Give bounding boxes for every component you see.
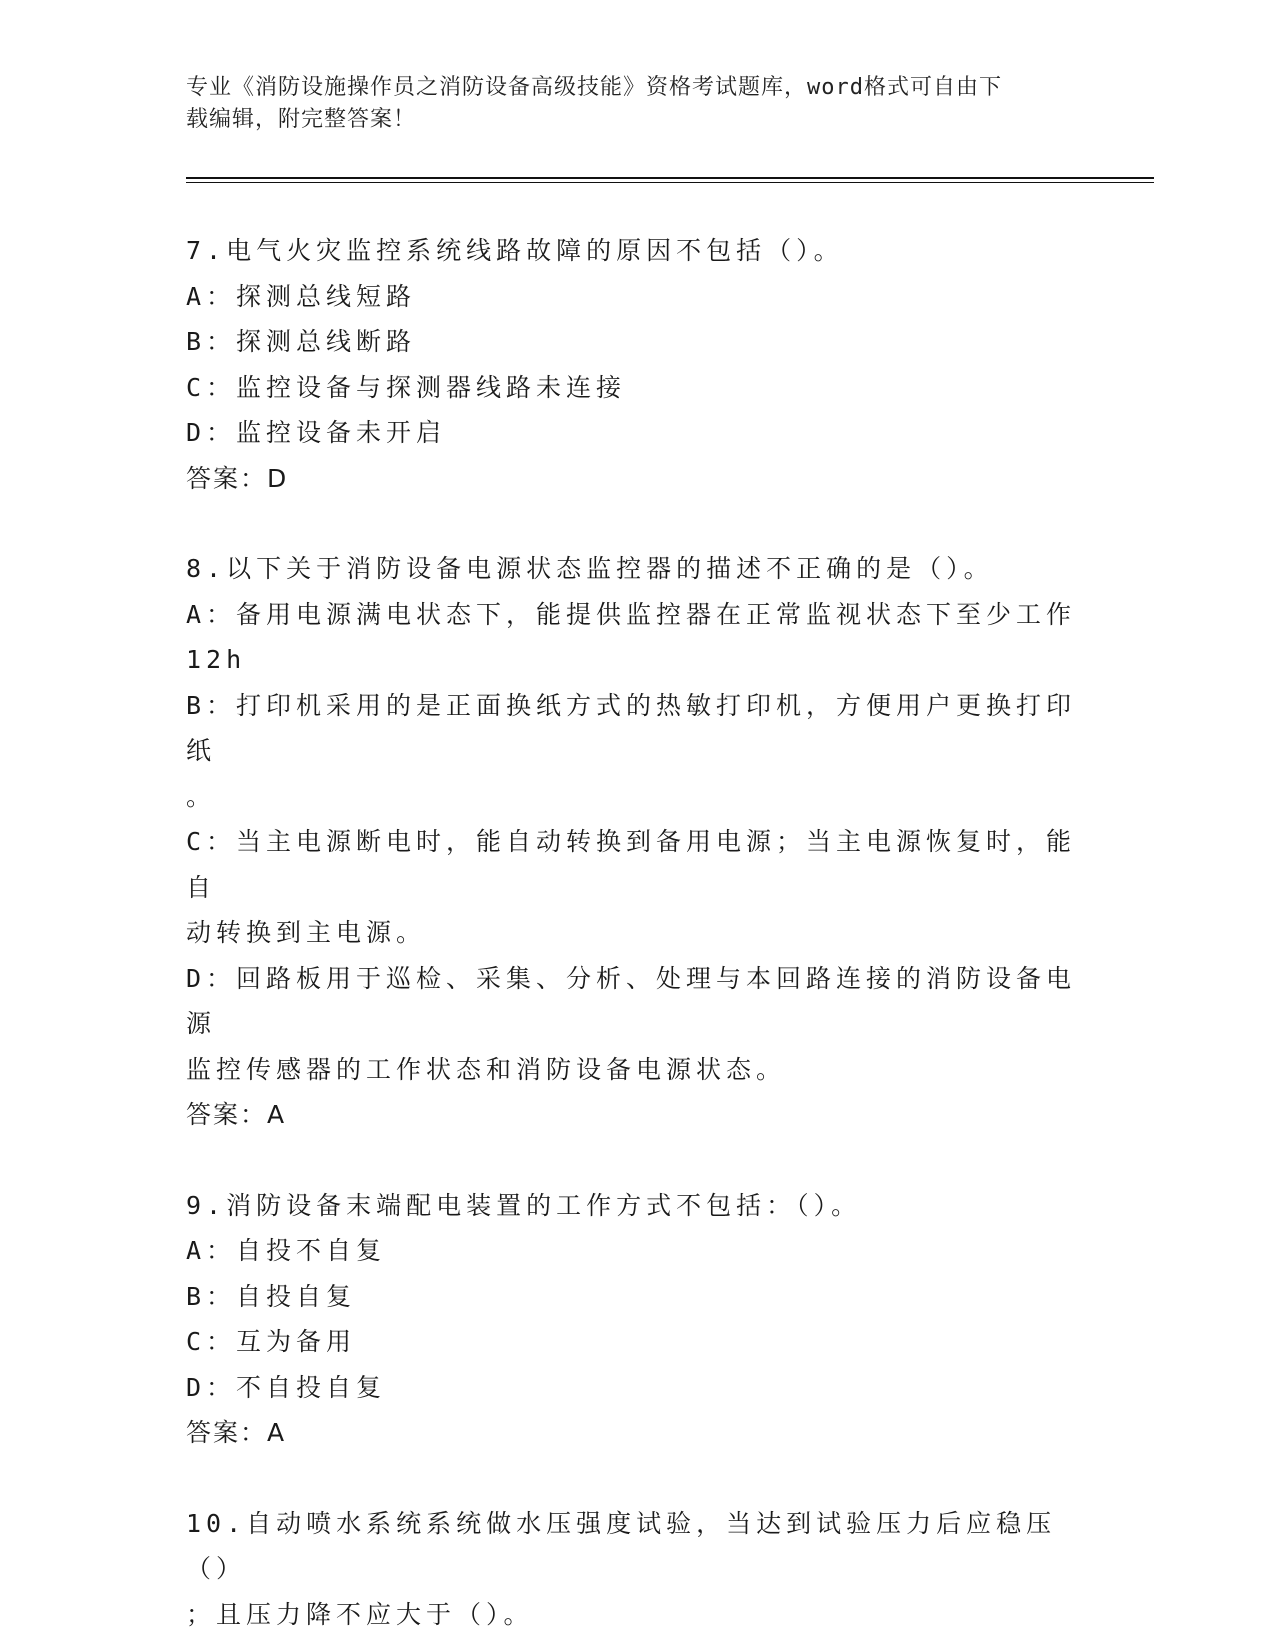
option-c: C：当主电源断电时，能自动转换到备用电源；当主电源恢复时，能自 bbox=[186, 827, 1077, 902]
option-b: B：自投自复 bbox=[186, 1281, 357, 1311]
option-d: D：不自投自复 bbox=[186, 1372, 387, 1402]
answer: 答案：A bbox=[186, 1418, 287, 1447]
question-list bbox=[186, 228, 1086, 1637]
question-stem: 7.电气火灾监控系统线路故障的原因不包括（）。 bbox=[186, 236, 844, 265]
option-a: A：探测总线短路 bbox=[186, 281, 417, 311]
answer: 答案：D bbox=[186, 463, 289, 493]
option-b: B：探测总线断路 bbox=[186, 327, 417, 356]
question-9 bbox=[186, 1183, 1086, 1456]
option-b: B：打印机采用的是正面换纸方式的热敏打印机，方便用户更换打印纸 bbox=[186, 690, 1077, 765]
question-stem-continued: ；且压力降不应大于（）。 bbox=[186, 1599, 534, 1629]
option-a-continued: 12h bbox=[186, 645, 247, 674]
document-header bbox=[186, 72, 1066, 136]
question-gap bbox=[186, 1456, 1086, 1501]
option-a: A：备用电源满电状态下，能提供监控器在正常监视状态下至少工作 bbox=[186, 599, 1077, 629]
question-gap bbox=[186, 501, 1086, 546]
option-c: C：监控设备与探测器线路未连接 bbox=[186, 372, 627, 402]
question-stem: 8.以下关于消防设备电源状态监控器的描述不正确的是（）。 bbox=[186, 554, 994, 583]
option-b-continued: 。 bbox=[186, 781, 217, 811]
question-gap bbox=[186, 1138, 1086, 1183]
header-line-1: 专业《消防设施操作员之消防设备高级技能》资格考试题库，word格式可自由下 bbox=[186, 75, 1002, 100]
option-c: C：互为备用 bbox=[186, 1327, 357, 1356]
option-d: D：监控设备未开启 bbox=[186, 418, 447, 447]
option-a: A：自投不自复 bbox=[186, 1236, 387, 1265]
option-c-continued: 动转换到主电源。 bbox=[186, 918, 427, 947]
option-d-continued: 监控传感器的工作状态和消防设备电源状态。 bbox=[186, 1054, 787, 1084]
question-stem: 9.消防设备末端配电装置的工作方式不包括：（）。 bbox=[186, 1190, 862, 1220]
header-line-2: 载编辑，附完整答案！ bbox=[186, 107, 417, 132]
answer: 答案：A bbox=[186, 1100, 287, 1129]
option-d: D：回路板用于巡检、采集、分析、处理与本回路连接的消防设备电源 bbox=[186, 963, 1077, 1038]
question-10 bbox=[186, 1501, 1086, 1638]
header-divider-thin bbox=[186, 182, 1154, 183]
question-7 bbox=[186, 228, 1086, 501]
question-stem: 10.自动喷水系统系统做水压强度试验，当达到试验压力后应稳压（） bbox=[186, 1508, 1057, 1583]
question-8 bbox=[186, 546, 1086, 1138]
header-divider-thick bbox=[186, 177, 1154, 179]
